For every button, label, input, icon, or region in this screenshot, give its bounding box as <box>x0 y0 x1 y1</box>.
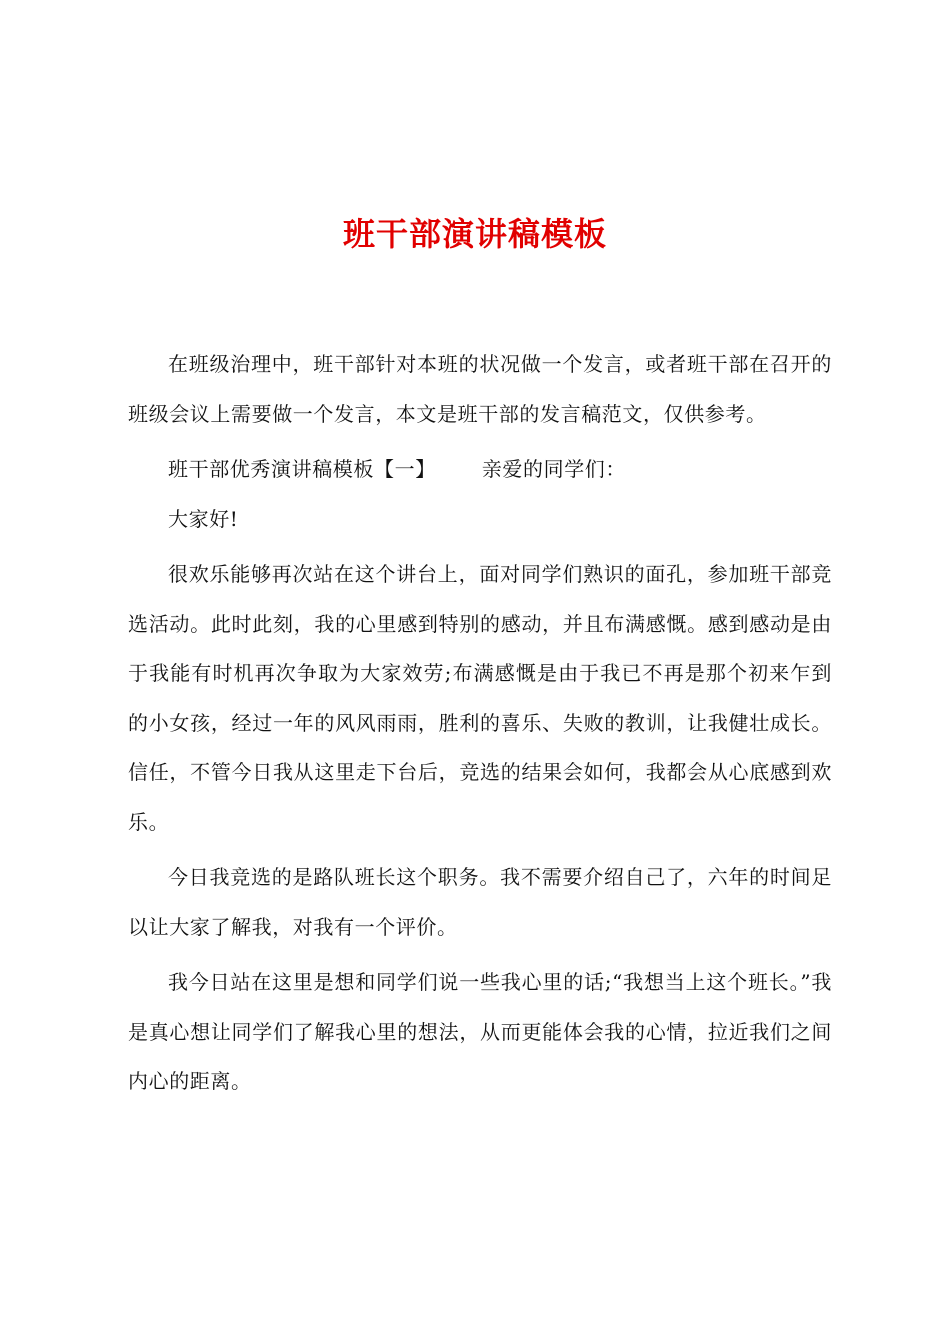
section-heading-line <box>128 445 832 495</box>
body-paragraph-1: 很欢乐能够再次站在这个讲台上，面对同学们熟识的面孔，参加班干部竞选活动。此时此刻，我的心里感到特别的感动，并且布满感慨。感到感动是由于我能有时机再次争取为大家效劳;布满感慨是由于我已不再是那个初来乍到的小女孩，经过一年的风风雨雨，胜利的喜乐、失败的教训，让我健壮成长。信任，不管今日我从这里走下台后，竞选的结果会如何，我都会从心底感到欢乐。 <box>128 562 832 834</box>
body-paragraph-2: 今日我竞选的是路队班长这个职务。我不需要介绍自己了，六年的时间足以让大家了解我，对我有一个评价。 <box>128 865 832 939</box>
document-body <box>128 340 832 1113</box>
document-title: 班干部演讲稿模板 <box>342 215 607 253</box>
intro-paragraph: 在班级治理中，班干部针对本班的状况做一个发言，或者班干部在召开的班级会议上需要做一个发言，本文是班干部的发言稿范文，仅供参考。 <box>128 352 832 426</box>
section-heading: 班干部优秀演讲稿模板【一】 <box>168 457 436 481</box>
greeting: 大家好! <box>168 506 239 531</box>
body-paragraph-3: 我今日站在这里是想和同学们说一些我心里的话;“我想当上这个班长。”我是真心想让同学们了解我心里的想法，从而更能体会我的心情，拉近我们之间内心的距离。 <box>128 970 832 1093</box>
salutation: 亲爱的同学们： <box>481 457 627 481</box>
